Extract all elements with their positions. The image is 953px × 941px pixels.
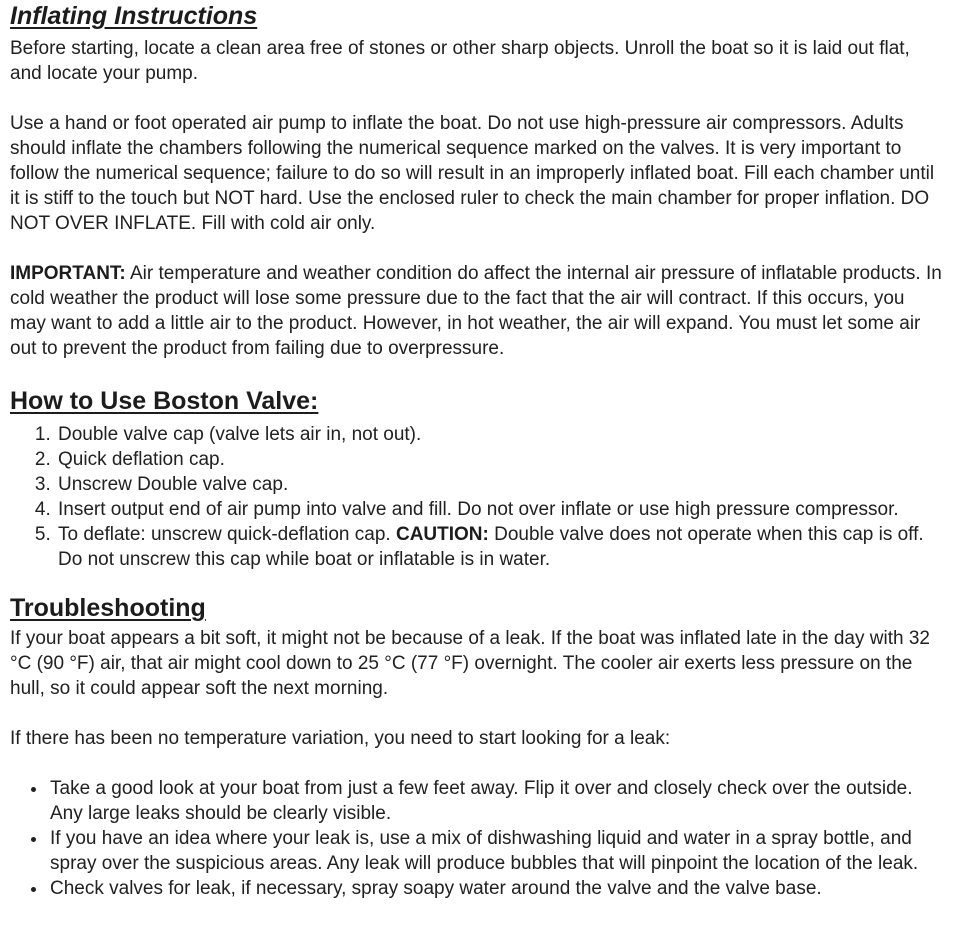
step-insert-pump: 4. Insert output end of air pump into valve and fill. Do not over inflate or use high pressure compressor. — [56, 497, 943, 522]
heading-boston-valve: How to Use Boston Valve: — [10, 387, 319, 415]
leak-check-list — [10, 776, 943, 901]
bullet-visual-inspection: • Take a good look at your boat from just a few feet away. Flip it over and closely check over the outside. Any large leaks should be clearly visible. — [48, 776, 943, 826]
boston-valve-steps — [10, 422, 943, 572]
section-troubleshooting — [10, 594, 943, 901]
step-double-valve-cap: 1. Double valve cap (valve lets air in, not out). — [56, 422, 943, 447]
bullet-check-valves: • Check valves for leak, if necessary, spray soapy water around the valve and the valve base. — [48, 876, 943, 901]
paragraph-preparation: Before starting, locate a clean area free of stones or other sharp objects. Unroll the boat so it is laid out flat, and locate your pump. — [10, 38, 910, 84]
paragraph-look-for-leak: If there has been no temperature variation, you need to start looking for a leak: — [10, 728, 671, 749]
important-text: Air temperature and weather condition do affect the internal air pressure of inflatable products. In cold weather the product will lose some pressure due to the fact that the air will contract. If this occurs, you may want to add a little air to the product. However, in hot weather, the air will expand. You must let some air out to prevent the product from failing due to overpressure. — [10, 263, 942, 359]
step-unscrew-cap: 3. Unscrew Double valve cap. — [56, 472, 943, 497]
step-quick-deflation-cap: 2. Quick deflation cap. — [56, 447, 943, 472]
paragraph-important-note — [10, 261, 943, 361]
paragraph-pump-usage: Use a hand or foot operated air pump to inflate the boat. Do not use high-pressure air compressors. Adults should inflate the chambers following the numerical sequence marked on the valves. It is very important to follow the numerical sequence; failure to do so will result in an improperly inflated boat. Fill each chamber until it is stiff to the touch but NOT hard. Use the enclosed ruler to check the main chamber for proper inflation. DO NOT OVER INFLATE. Fill with cold air only. — [10, 113, 935, 234]
step-deflate — [56, 522, 943, 572]
section-inflating-instructions — [10, 2, 943, 361]
important-label: IMPORTANT: — [10, 263, 126, 284]
bullet-soapy-water-spray: • If you have an idea where your leak is, use a mix of dishwashing liquid and water in a spray bottle, and spray over the suspicious areas. Any leak will produce bubbles that will pinpoint the location of the leak. — [48, 826, 943, 876]
heading-troubleshooting: Troubleshooting — [10, 594, 206, 622]
paragraph-soft-boat: If your boat appears a bit soft, it might not be because of a leak. If the boat was inflated late in the day with 32 °C (90 °F) air, that air might cool down to 25 °C (77 °F) overnight. The cooler air exerts less pressure on the hull, so it could appear soft the next morning. — [10, 628, 930, 699]
heading-inflating-instructions: Inflating Instructions — [10, 2, 258, 30]
caution-label: CAUTION: — [395, 524, 489, 545]
step-deflate-pre: To deflate: unscrew quick-deflation cap. — [58, 524, 396, 545]
section-boston-valve — [10, 387, 943, 572]
step-deflate-post: Double valve does not operate when this cap is off. Do not unscrew this cap while boat or inflatable is in water. — [58, 524, 924, 570]
